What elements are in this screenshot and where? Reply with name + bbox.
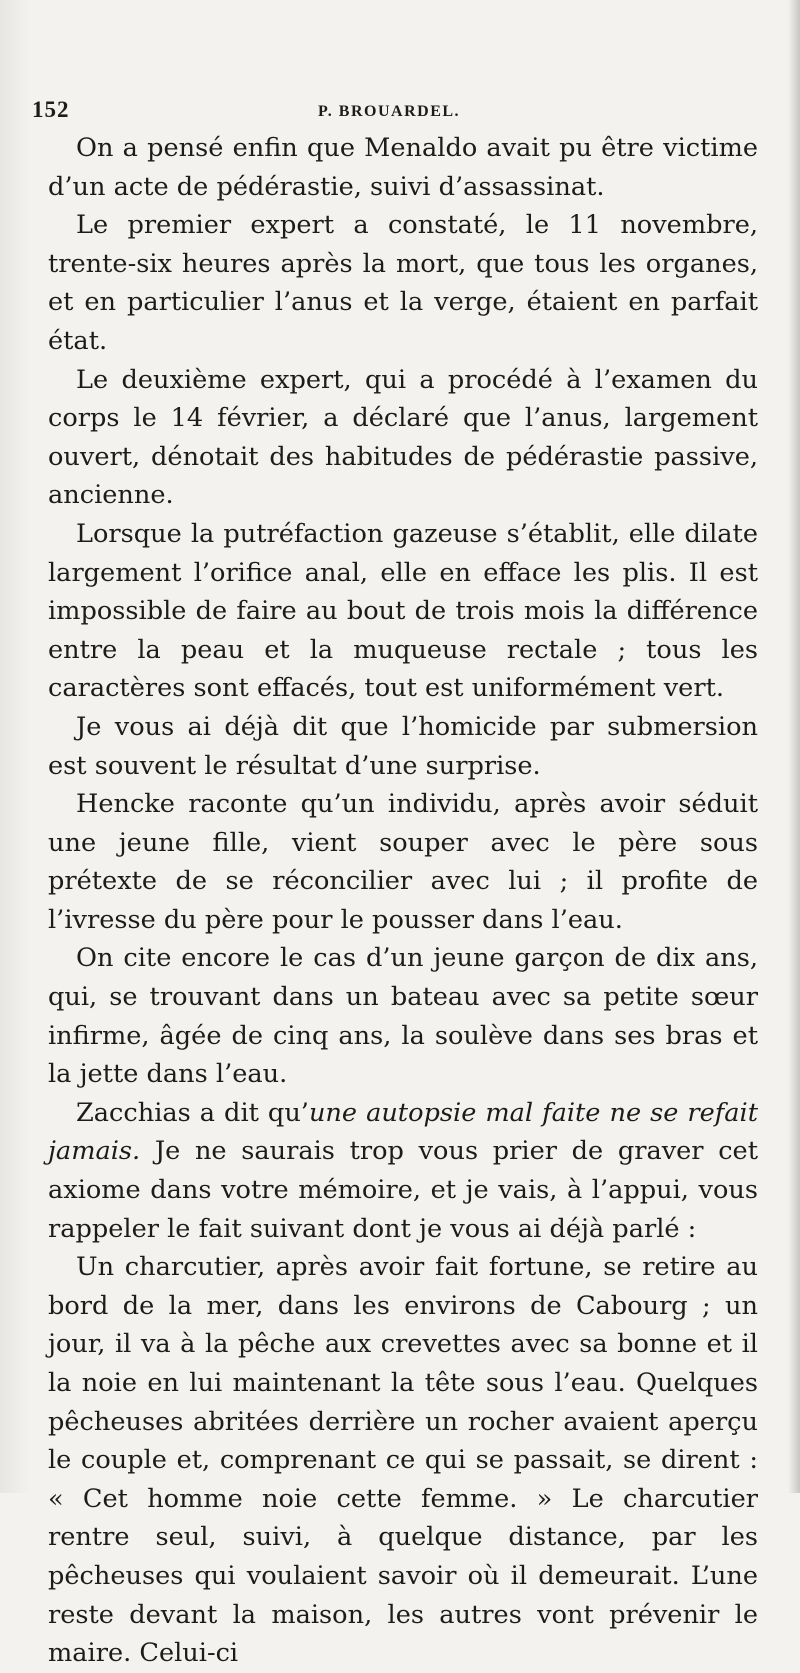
zacchias-text-before: Zacchias a dit qu’ — [76, 1097, 309, 1128]
body-text — [48, 129, 758, 1673]
paragraph-menaldo: On a pensé enfin que Menaldo avait pu être victime d’un acte de pédérastie, suivi d’assassinat. — [48, 133, 758, 202]
page-header — [32, 95, 758, 129]
paragraph-young-boy: On cite encore le cas d’un jeune garçon de dix ans, qui, se trouvant dans un bateau avec sa petite sœur infirme, âgée de cinq ans, la soulève dans ses bras et la jette dans l’eau. — [48, 943, 758, 1090]
running-head: P. BROUARDEL. — [318, 103, 461, 120]
zacchias-text-after: Je ne saurais trop vous prier de graver cet axiome dans votre mémoire, et je vais, à l’appui, vous rappeler le fait suivant dont je vous ai déjà parlé : — [48, 1136, 758, 1244]
paragraph-second-expert: Le deuxième expert, qui a procédé à l’examen du corps le 14 février, a déclaré que l’anus, largement ouvert, dénotait des habitudes de pédérastie passive, ancienne. — [48, 364, 758, 511]
paragraph-putrefaction: Lorsque la putréfaction gazeuse s’établit, elle dilate largement l’orifice anal, elle en efface les plis. Il est impossible de faire au bout de trois mois la différence entre la peau et la muqueuse rectale ; tous les caractères sont effacés, tout est uniformément vert. — [48, 518, 758, 704]
page-number: 152 — [32, 97, 70, 122]
paragraph-hencke: Hencke raconte qu’un individu, après avoir séduit une jeune fille, vient souper avec le père sous prétexte de se réconcilier avec lui ; il profite de l’ivresse du père pour le pousser dans l’eau. — [48, 789, 758, 935]
paragraph-charcutier: Un charcutier, après avoir fait fortune, se retire au bord de la mer, dans les environs de Cabourg ; un jour, il va à la pêche aux crevettes avec sa bonne et il la noie en lui maintenant la tête sous l’eau. Quelques pêcheuses abritées derrière un rocher avaient aperçu le couple et, comprenant ce qui se passait, se dirent : « Cet homme noie cette femme. » Le charcutier rentre seul, suivi, à quelque distance, par les pêcheuses qui voulaient savoir où il demeurait. L’une reste devant la maison, les autres vont prévenir le maire. Celui-ci — [48, 1252, 758, 1669]
zacchias-italic-quote: une autopsie mal faite ne se refait jamais. — [48, 1097, 758, 1167]
paragraph-surprise: Je vous ai déjà dit que l’homicide par submersion est souvent le résultat d’une surprise. — [48, 711, 758, 781]
paragraph-first-expert: Le premier expert a constaté, le 11 novembre, trente-six heures après la mort, que tous les organes, et en particulier l’anus et la verge, étaient en parfait état. — [48, 210, 758, 356]
paragraph-zacchias — [48, 1094, 758, 1248]
